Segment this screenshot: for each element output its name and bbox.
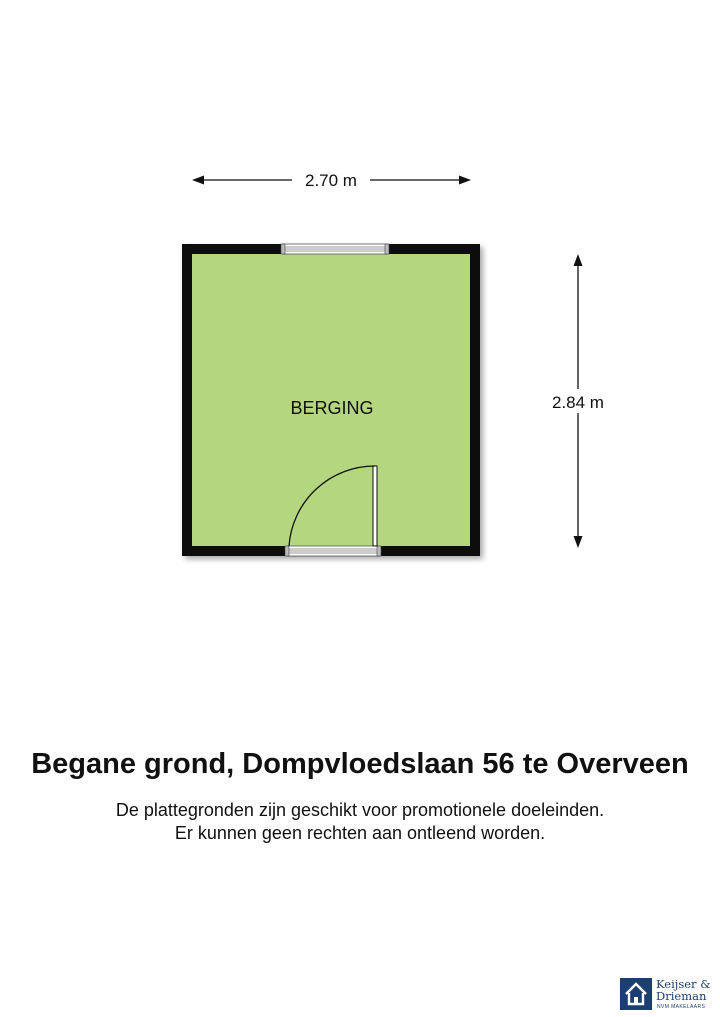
disclaimer-line-2: Er kunnen geen rechten aan ontleend worden. [174,823,546,843]
height-dimension [545,254,611,548]
height-arrow-top-head [574,254,583,266]
disclaimer-line-1: De plattegronden zijn geschikt voor promotionele doeleinden. [115,800,605,820]
window-top [281,244,389,254]
logo-name-line-1: Keijser & [656,977,711,991]
logo-tagline: NVM MAKELAARS [657,1004,706,1010]
house-icon [620,978,652,1010]
height-dimension-label: 2.84 m [552,393,604,412]
width-dimension [192,171,471,190]
width-arrow-right-head [459,176,471,185]
page-title: Begane grond, Dompvloedslaan 56 te Overveen [31,748,689,780]
room-label: BERGING [290,398,374,418]
company-logo [620,978,718,1012]
logo-name-line-2: Drieman [656,989,707,1003]
width-arrow-left-head [192,176,204,185]
logo-name [656,978,710,1002]
width-dimension-label: 2.70 m [305,171,357,190]
height-arrow-bottom-head [574,536,583,548]
